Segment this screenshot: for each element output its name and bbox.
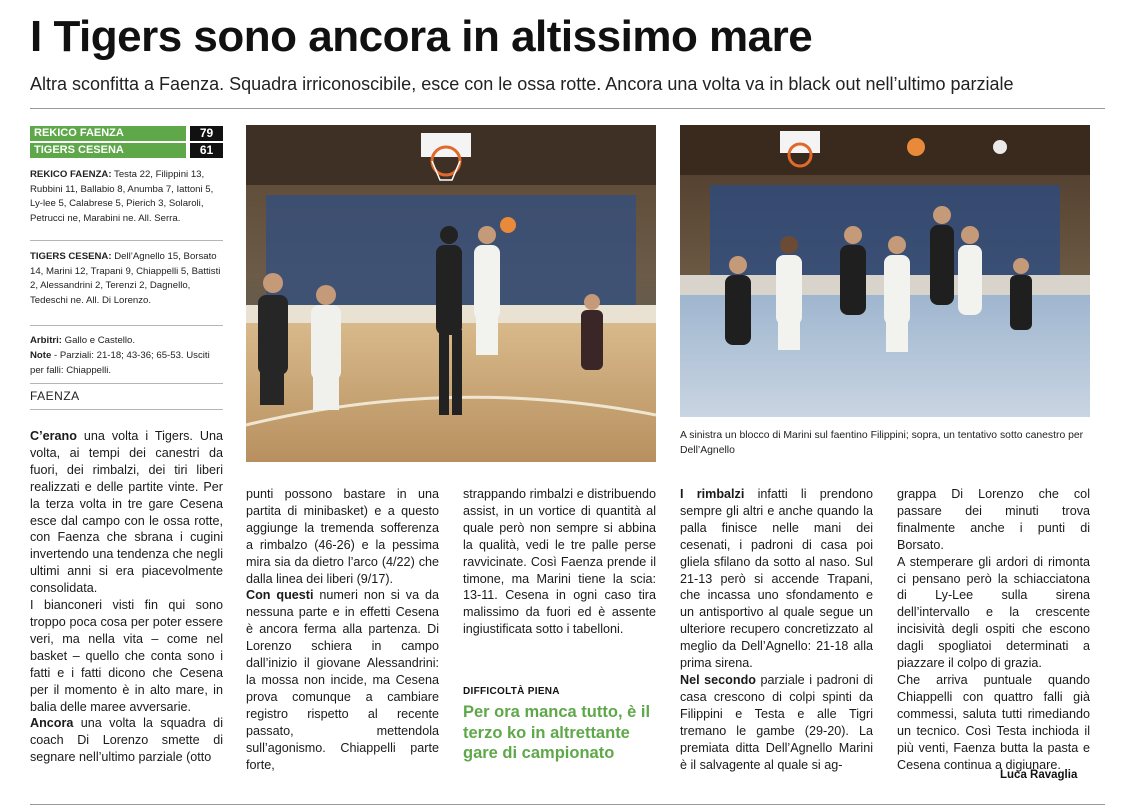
article-column-1 bbox=[30, 428, 223, 766]
paragraph: A stemperare gli ardori di rimonta ci pensano però la schiacciatona di Ly-Lee sulla sirena dell’intervallo e la crescente incisività degli ospiti che escono dagli spogliatoi determinati a piazzare il colpo di grazia. bbox=[897, 554, 1090, 671]
article-column-3 bbox=[463, 486, 656, 638]
bottom-divider bbox=[30, 804, 1105, 805]
headline: I Tigers sono ancora in altissimo mare bbox=[30, 12, 813, 61]
paragraph: Ancora una volta la squadra di coach Di Lorenzo smette di segnare nell’ultimo parziale (otto bbox=[30, 716, 223, 765]
pull-quote: Per ora manca tutto, è il terzo ko in altrettante gare di campionato bbox=[463, 703, 651, 762]
photo-marini-block bbox=[246, 125, 656, 462]
game-notes: Note - Parziali: 21-18; 43-36; 65-53. Usciti per falli: Chiappelli. bbox=[30, 350, 210, 376]
paragraph: I bianconeri visti fin qui sono troppo poca cosa per poter essere veri, ma nella vita – come nel basket – quello che conta sono i fatti e i fatti dicono che Cesena per il momento è in alto mare, in balia delle maree avversarie. bbox=[30, 598, 223, 714]
away-team-score: 61 bbox=[190, 143, 223, 158]
article-column-5 bbox=[897, 486, 1090, 773]
paragraph: punti possono bastare in una partita di minibasket) e a questo aggiunge la tremenda sofferenza a rimbalzo (46-26) e la pessima mira sia da dietro l’arco (4/22) che dalla linea dei liberi (9/17). bbox=[246, 487, 439, 586]
faenza-lineup: REKICO FAENZA: Testa 22, Filippini 13, Rubbini 11, Ballabio 8, Anumba 7, Iattoni 5, Ly-lee 5, Calabrese 5, Pierich 3, Solaroli, Petrucci ne, Marabini ne. All. Serra. bbox=[30, 169, 214, 224]
paragraph: Con questi numeri non si va da nessuna parte e in effetti Cesena è ancora ferma alla partenza. Di Lorenzo schiera in campo dall’inizio il giovane Alessandrini: la mossa non incide, ma Cesena prova comunque a cambiare registro rispetto al recente passato, mettendola sull’agonismo. Chiappelli parte forte, bbox=[246, 588, 440, 772]
box-separator bbox=[30, 409, 223, 410]
box-label: DIFFICOLTÀ PIENA bbox=[463, 686, 560, 697]
away-team-name: TIGERS CESENA bbox=[30, 143, 186, 158]
referees: Arbitri: Gallo e Castello. bbox=[30, 335, 136, 346]
article-column-4 bbox=[680, 486, 873, 773]
box-separator bbox=[30, 325, 223, 326]
photo-caption: A sinistra un blocco di Marini sul faentino Filippini; sopra, un tentativo sotto canestro per Dell’Agnello bbox=[680, 430, 1084, 456]
paragraph: strappando rimbalzi e distribuendo assist, in un vortice di quantità al quale però non sempre si abbina la qualità, vedi le tre palle perse ravvicinate. Così Faenza prende il timone, ma Marini tiene la scia: 13-11. Cesena in ogni caso tira malissimo da fuori ed è assente ingiustificata sotto i tabelloni. bbox=[463, 487, 656, 637]
box-separator bbox=[30, 240, 223, 241]
top-divider bbox=[30, 108, 1105, 109]
article-column-2 bbox=[246, 486, 439, 773]
box-separator bbox=[30, 383, 223, 384]
paragraph: grappa Di Lorenzo che col passare dei minuti trova finalmente anche i punti di Borsato. bbox=[897, 487, 1090, 552]
home-team-name: REKICO FAENZA bbox=[30, 126, 186, 141]
paragraph: I rimbalzi infatti li prendono sempre gli altri e anche quando la palla finisce nelle mani dei cesenati, i padroni di casa poi gliela sfilano da sotto al naso. Sul 21-13 però si accende Trapani, che incassa uno sfondamento e un antisportivo al quale segue un ulteriore recupero concretizzato al meglio da Dell’Agnello: 21-18 alla prima sirena. bbox=[680, 487, 873, 671]
photo-dellagnello-shot bbox=[680, 125, 1090, 417]
home-team-score: 79 bbox=[190, 126, 223, 141]
dateline: FAENZA bbox=[30, 389, 80, 403]
cesena-lineup: TIGERS CESENA: Dell’Agnello 15, Borsato 14, Marini 12, Trapani 9, Chiappelli 5, Battisti 2, Alessandrini 2, Terenzi 2, Dagnello, Tedeschi ne. All. Di Lorenzo. bbox=[30, 251, 221, 306]
score-row-home bbox=[30, 126, 223, 141]
paragraph: C’erano una volta i Tigers. Una volta, ai tempi dei canestri da fuori, dei rimbalzi, dei tiri liberi realizzati e delle partite vinte. Per la terza volta in tre gare Cesena esce dal campo con le ossa rotte, con Faenza che sbrana i cugini invertendo una tendenza che negli ultimi anni si era piacevolmente consolidata. bbox=[30, 429, 223, 596]
subheadline: Altra sconfitta a Faenza. Squadra irriconoscibile, esce con le ossa rotte. Ancora una volta va in black out nell’ultimo parziale bbox=[30, 74, 1014, 94]
paragraph: Che arriva puntuale quando Chiappelli con quattro falli già commessi, saluta tutti rimediando un tecnico. Così Testa inchioda il più venti, Faenza butta la pasta e Cesena continua a digiunare. bbox=[897, 672, 1090, 772]
paragraph: Nel secondo parziale i padroni di casa crescono di colpi spinti da Filippini e Testa e alle Tigri tremano le gambe (29-20). La premiata ditta Dell’Agnello Marini è il salvagente al quale si ag- bbox=[680, 672, 873, 772]
author-byline: Luca Ravaglia bbox=[1000, 769, 1078, 781]
score-row-away bbox=[30, 143, 223, 158]
